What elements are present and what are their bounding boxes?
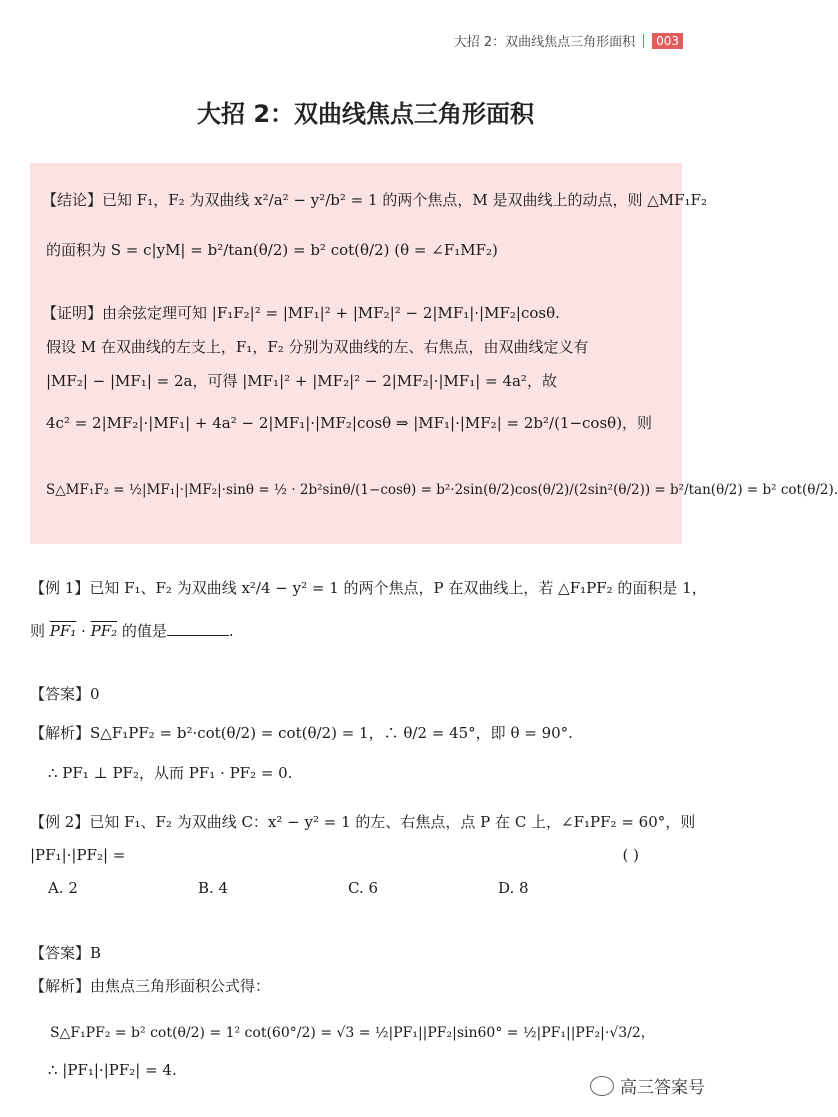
example1-analysis-2: ∴ PF₁ ⊥ PF₂，从而 PF₁ · PF₂ = 0.: [48, 764, 293, 782]
answer-blank: [167, 621, 229, 636]
header-divider: [643, 34, 644, 48]
running-header: [454, 31, 683, 50]
example2-analysis-2: S△F₁PF₂ = b² cot(θ/2) = 1² cot(60°/2) = √3 = ½|PF₁||PF₂|sin60° = ½|PF₁||PF₂|·√3/2，: [50, 1025, 655, 1041]
example2-answer-tag: 【答案】: [30, 944, 91, 962]
example2-answer: [30, 943, 101, 963]
example2-line-2: [30, 845, 685, 865]
example1-analysis-tag: 【解析】: [30, 724, 91, 742]
example1-answer-tag: 【答案】: [30, 685, 91, 703]
header-text: 大招 2：双曲线焦点三角形面积: [453, 35, 636, 50]
page-number: 003: [652, 33, 683, 49]
example2-analysis-text-1: 由焦点三角形面积公式得：: [90, 977, 271, 995]
watermark: [590, 1073, 705, 1098]
example2-answer-value: B: [90, 944, 102, 962]
option-b: B. 4: [198, 879, 229, 897]
example2-analysis-3: ∴ |PF₁|·|PF₂| = 4.: [48, 1061, 177, 1079]
option-d: D. 8: [498, 879, 529, 897]
example2-line-1: [30, 812, 695, 832]
watermark-text: 高三答案号: [620, 1078, 705, 1098]
proof-line-5: S△MF₁F₂ = ½|MF₁|·|MF₂|·sinθ = ½ · 2b²sinθ/(1−cosθ) = b²·2sin(θ/2)cos(θ/2)/(2sin²(θ/2)) = b²/tan(θ/2) = b² cot(θ/2).: [46, 482, 838, 498]
page-title: 大招 2：双曲线焦点三角形面积: [196, 100, 535, 128]
example2-analysis-tag: 【解析】: [30, 977, 91, 995]
proof-line-1: [42, 303, 560, 323]
proof-tag: 【证明】: [42, 304, 103, 322]
example1-text-2a: 则: [30, 622, 50, 640]
example2-text-1: 已知 F₁、F₂ 为双曲线 C：x² − y² = 1 的左、右焦点，点 P 在 C 上，∠F₁PF₂ = 60°，则: [89, 813, 696, 831]
example1-tag: 【例 1】: [30, 579, 90, 597]
wechat-icon: [590, 1076, 614, 1096]
conclusion-line-2: 的面积为 S = c|yM| = b²/tan(θ/2) = b² cot(θ/2) (θ = ∠F₁MF₂): [46, 241, 498, 259]
vector-pf2: PF₂: [90, 622, 118, 640]
example1-analysis-1: [30, 723, 573, 743]
example2-tag: 【例 2】: [30, 813, 90, 831]
option-c: C. 6: [348, 879, 379, 897]
example1-answer: [30, 684, 100, 704]
answer-parentheses: ( ): [622, 846, 639, 864]
proof-line-4: 4c² = 2|MF₂|·|MF₁| + 4a² − 2|MF₁|·|MF₂|cosθ ⇒ |MF₁|·|MF₂| = 2b²/(1−cosθ)，则: [46, 414, 653, 432]
proof-line-3: |MF₂| − |MF₁| = 2a，可得 |MF₁|² + |MF₂|² − 2|MF₂|·|MF₁| = 4a²，故: [46, 372, 557, 390]
example1-line-1: [30, 578, 707, 598]
conclusion-tag: 【结论】: [42, 191, 103, 209]
conclusion-text-1: 已知 F₁，F₂ 为双曲线 x²/a² − y²/b² = 1 的两个焦点，M 是双曲线上的动点，则 △MF₁F₂: [102, 191, 707, 209]
example1-analysis-text-1: S△F₁PF₂ = b²·cot(θ/2) = cot(θ/2) = 1，∴ θ/2 = 45°，即 θ = 90°.: [90, 724, 573, 742]
example1-text-2b: 的值是: [117, 622, 167, 640]
example1-answer-value: 0: [90, 685, 100, 703]
example1-text-1: 已知 F₁、F₂ 为双曲线 x²/4 − y² = 1 的两个焦点，P 在双曲线上，若 △F₁PF₂ 的面积是 1，: [89, 579, 707, 597]
option-a: A. 2: [48, 879, 78, 897]
example1-line-2: 则 PF₁ · PF₂ 的值是 .: [30, 622, 234, 640]
example2-text-2: |PF₁|·|PF₂| =: [30, 846, 126, 864]
conclusion-line-1: [42, 190, 707, 210]
vector-pf1: PF₁: [49, 622, 77, 640]
proof-line-2: 假设 M 在双曲线的左支上，F₁，F₂ 分别为双曲线的左、右焦点，由双曲线定义有: [46, 338, 589, 356]
proof-text-1: 由余弦定理可知 |F₁F₂|² = |MF₁|² + |MF₂|² − 2|MF₁|·|MF₂|cosθ.: [102, 304, 560, 322]
example2-analysis-1: [30, 976, 270, 996]
